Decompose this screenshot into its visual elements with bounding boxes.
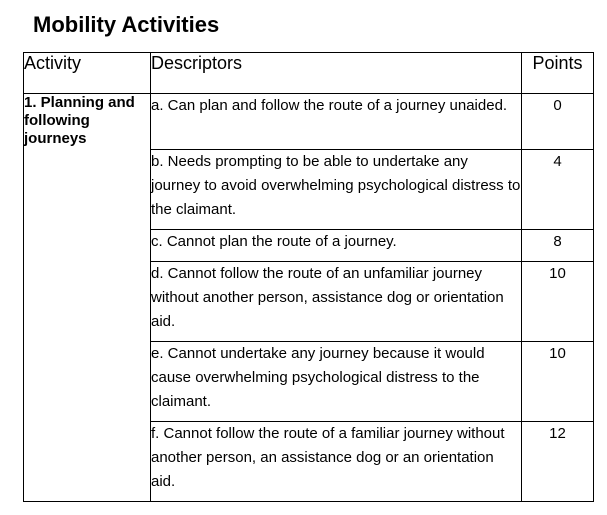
header-activity: Activity [24, 53, 151, 94]
table-header-row [24, 53, 594, 94]
points-cell: 10 [522, 342, 594, 422]
descriptor-cell: f. Cannot follow the route of a familiar journey without another person, an assistance dog or an orientation aid. [151, 422, 522, 502]
points-cell: 8 [522, 230, 594, 262]
page-title: Mobility Activities [33, 12, 220, 37]
header-descriptors: Descriptors [151, 53, 522, 94]
descriptor-cell: b. Needs prompting to be able to undertake any journey to avoid overwhelming psychological distress to the claimant. [151, 150, 522, 230]
points-cell: 4 [522, 150, 594, 230]
table-row [24, 94, 594, 150]
descriptor-cell: d. Cannot follow the route of an unfamiliar journey without another person, assistance dog or orientation aid. [151, 262, 522, 342]
descriptor-cell: e. Cannot undertake any journey because it would cause overwhelming psychological distress to the claimant. [151, 342, 522, 422]
descriptor-cell: c. Cannot plan the route of a journey. [151, 230, 522, 262]
descriptor-cell: a. Can plan and follow the route of a journey unaided. [151, 94, 522, 150]
points-cell: 12 [522, 422, 594, 502]
mobility-activities-table [23, 52, 594, 502]
header-points: Points [522, 53, 594, 94]
points-cell: 0 [522, 94, 594, 150]
activity-cell: 1. Planning and following journeys [24, 94, 151, 502]
points-cell: 10 [522, 262, 594, 342]
